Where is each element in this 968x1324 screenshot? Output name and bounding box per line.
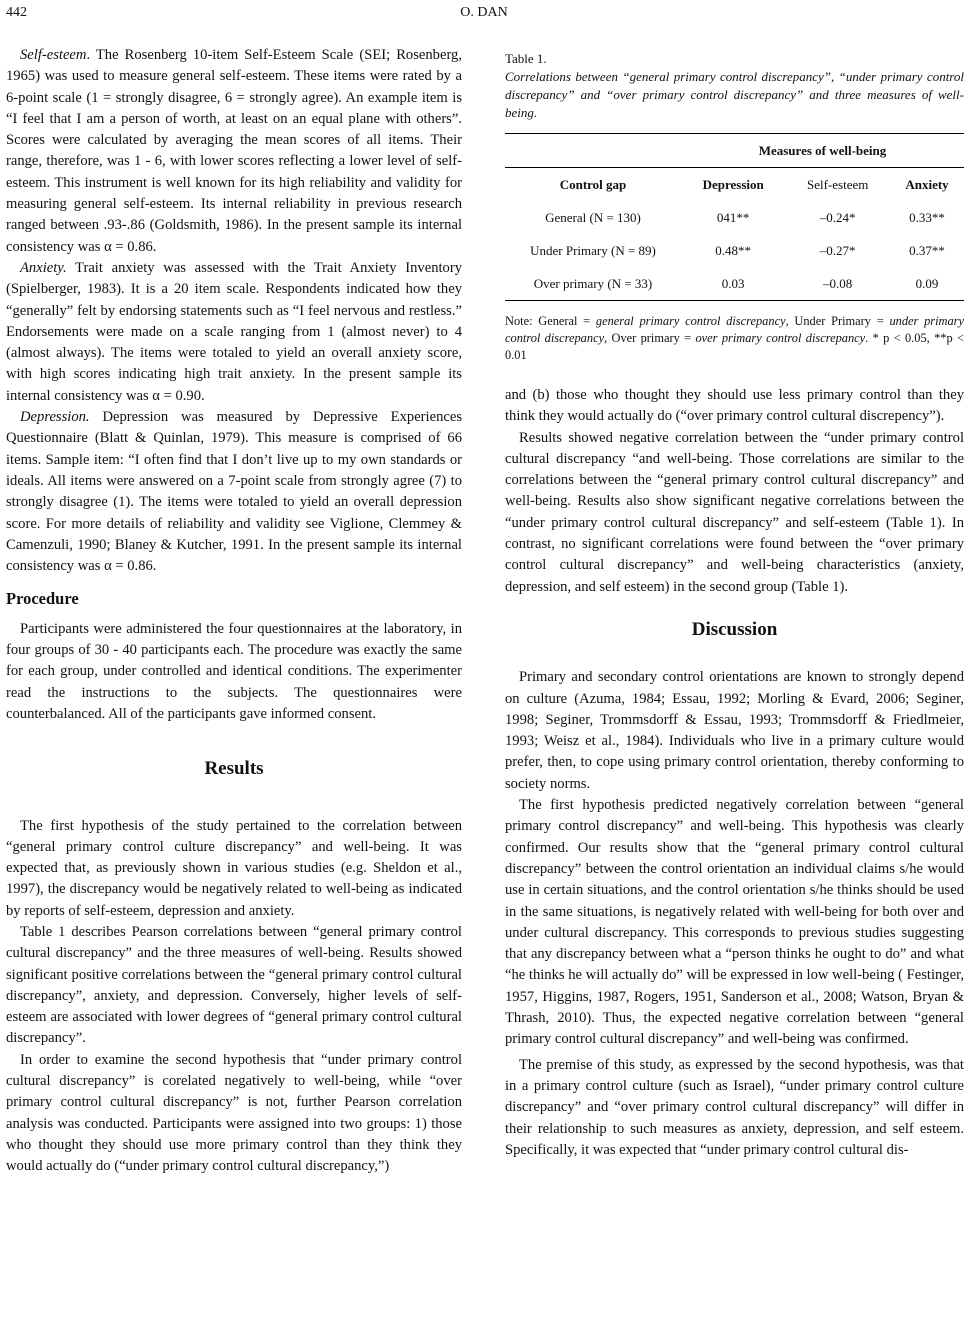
right-column — [505, 50, 964, 1161]
table-label: Table 1. — [505, 51, 547, 66]
table-cell: Under Primary (N = 89) — [530, 242, 656, 258]
table-cell: 0.03 — [681, 267, 785, 301]
table-caption — [505, 50, 964, 122]
running-author: O. DAN — [460, 5, 508, 20]
page-header — [0, 2, 968, 22]
table-row — [505, 234, 964, 267]
table-col-header: Control gap — [505, 168, 681, 202]
table-row — [505, 267, 964, 301]
selfesteem-label: Self-esteem — [20, 47, 87, 63]
table-cell: 0.48** — [715, 242, 752, 258]
table-cell: 0.09 — [890, 267, 964, 301]
results-heading: Results — [204, 758, 264, 780]
table-cell: –0.24* — [819, 209, 856, 225]
anxiety-text: Trait anxiety was assessed with the Trait Anxiety Inventory (Spielberger, 1983). It is a 20 item scale. Respondents indicated how they “generally” felt by endorsing statements such as “I feel nervous and restless.” Endorsements were made on a scale ranging from 1 (almost never) to 4 (almost always). The items were totaled to yield an overall anxiety score, with high scores indicating high trait anxiety. In the present sample its internal consistency was α = 0.90. — [6, 259, 462, 404]
page-number: 442 — [6, 5, 27, 20]
anxiety-label: Anxiety. — [20, 259, 67, 276]
selfesteem-paragraph — [6, 45, 462, 258]
procedure-heading: Procedure — [6, 589, 79, 609]
table-row — [505, 201, 964, 234]
table-cell: General (N = 130) — [545, 209, 641, 225]
table-cell: –0.27* — [819, 242, 856, 258]
selfesteem-text: . The Rosenberg 10-item Self-Esteem Scale (SEI; Rosenberg, 1965) was used to measure general self-esteem. These items were rated by a 6-point scale (1 = strongly disagree, 6 = strongly agree). An example item is “I feel that I am a person of worth, at least on an equal plane with others”. Scores were calculated by averaging the mean scores of all items. Their range, therefore, was 1 - 6, with lower scores reflecting a lower level of self-esteem. This instrument is well known for its high reliability and validity for measuring general self-esteem. Its internal reliability in previous research ranged between .93-.86 (Goldsmith, 1986). In the present sample its internal consistency was α = 0.86. — [6, 47, 462, 255]
table-cell: 0.33** — [909, 209, 945, 225]
depression-label: Depression. — [20, 409, 90, 426]
discussion-paragraph-3: The premise of this study, as expressed by the second hypothesis, was that in a primary control culture (such as Israel), “under primary control culture discrepancy” and “over primary control cultural discrepancy” will differ in their relationship to such measures as anxiety, depression, and self esteem. Specifically, it was expected that “under primary control cultural dis- — [505, 1056, 964, 1158]
table-note-under: under primary control discrepancy — [505, 314, 964, 345]
table-note-sep: , Over primary = — [604, 331, 696, 345]
depression-paragraph — [6, 407, 462, 577]
table-col-header: Anxiety — [890, 168, 964, 202]
table-cell: 0.37** — [909, 242, 945, 258]
table-note-sep: , Under Primary = — [785, 314, 890, 328]
table-note-significance: . * p < 0.05, **p < 0.01 — [505, 331, 964, 362]
results-paragraph-3: In order to examine the second hypothesis that “under primary control cultural discrepancy” is corelated negatively to well-being, while “over primary control cultural discrepancy” is not, further Pearson correlation analysis was conducted. Participants were assigned into two groups: 1) those who thought they should use more primary control than they think they would actually do (“under primary control cultural discrepancy,”) — [6, 1051, 462, 1175]
table-note-prefix: Note: General = — [505, 314, 596, 328]
results-paragraph-2: Table 1 describes Pearson correlations between “general primary control cultural discrepancy” and the three measures of well-being. Results showed significant positive correlations between the “general primary control cultural discrepancy”, anxiety, and depression. Conversely, higher levels of self-esteem are associated with lower degrees of “general primary control cultural discrepancy”. — [6, 923, 462, 1047]
discussion-heading: Discussion — [691, 618, 778, 640]
depression-text: Depression was measured by Depressive Experiences Questionnaire (Blatt & Quinlan, 1979). This measure is comprised of 66 items. Sample item: “I often find that I don’t live up to my own standards or ideals. All items were answered on a 7-point scale from strongly agree (7) to strongly disagree (1). The items were totaled to yield an overall depression score. For more details of reliability and validity see Viglione, Clemmey & Camenzuli, 1990; Blaney & Kutcher, 1991. In the present sample its internal consistency was α = 0.86. — [6, 409, 462, 575]
table-cell: Over primary (N = 33) — [505, 267, 681, 301]
discussion-paragraph-1: Primary and secondary control orientations are known to strongly depend on culture (Azuma, 1984; Essau, 1992; Morling & Evard, 2006; Seginer, 1998; Seginer, Trommsdorff & Essau, 1993; Trommsdorff & Friedlmeier, 1993; Weisz et al., 1984). Individuals who live in a primary culture would prefer, then, to cope using primary control orientation, thereby conforming to society norms. — [505, 669, 964, 792]
continued-paragraph: and (b) those who thought they should use less primary control than they think they would actually do (“over primary control cultural discrepency”). — [505, 387, 964, 425]
table-cell: –0.08 — [785, 267, 890, 301]
table-cell: 041** — [716, 209, 750, 225]
table-note-general: general primary control discrepancy — [595, 314, 786, 328]
table-col-header: Depression — [681, 168, 785, 202]
table-col-header: Self-esteem — [785, 168, 890, 202]
anxiety-paragraph — [6, 258, 462, 407]
table-note-over: over primary control discrepancy — [695, 331, 866, 345]
table-note — [505, 313, 964, 364]
results-paragraph-4: Results showed negative correlation between the “under primary control cultural discrepancy “and well-being. Those correlations are similar to the correlations between the “general primary control cultural discrepancy” and well-being. Results also show significant negative correlations between the “under primary control cultural discrepancy” and self-esteem (Table 1). In contrast, no significant correlations were found between the “over primary control cultural discrepancy” and well-being characteristics (anxiety, depression, and self esteem) in the second group (Table 1). — [505, 429, 964, 595]
results-paragraph-1: The first hypothesis of the study pertained to the correlation between “general primary control culture discrepancy” and well-being. It was expected that, as previously shown in various studies (e.g. Sheldon et al., 1997), the discrepancy would be negatively related to well-being as indicated by reports of self-esteem, depression and anxiety. — [6, 817, 462, 919]
table-title: Correlations between “general primary control discrepancy”, “under primary control discrepancy” and “over primary control discrepancy” and three measures of well-being. — [505, 69, 964, 120]
procedure-paragraph: Participants were administered the four questionnaires at the laboratory, in four groups of 30 - 40 participants each. The procedure was exactly the same for each group, under controlled and identical conditions. The experimenter read the instructions to the subjects. The questionnaires were counterbalanced. All of the participants gave informed consent. — [6, 620, 462, 722]
table-group-header: Measures of well-being — [681, 134, 964, 168]
correlation-table — [505, 133, 964, 301]
discussion-paragraph-2: The first hypothesis predicted negatively correlation between “general primary control discrepancy” and well-being. This hypothesis was clearly confirmed. Our results show that the “general primary control cultural discrepancy” between the control orientation an individual claims s/he would use in certain situations, and the control orientation s/he thinks should be used in the same situations, is negatively related with well-being for both over and under cultural discrepancy. This corresponds to previous studies suggesting that any discrepancy between what a “person thinks he ought to do” and what “he thinks he will actually do” will be expressed in low well-being ( Festinger, 1957, Higgins, 1987, Rogers, 1951, Sanderson et al., 2008; Watson, Bryan & Thrash, 2010). Thus, the expected negative correlation between “general primary control cultural discrepancy” and well-being was confirmed. — [505, 797, 965, 1048]
left-column — [6, 45, 462, 1178]
